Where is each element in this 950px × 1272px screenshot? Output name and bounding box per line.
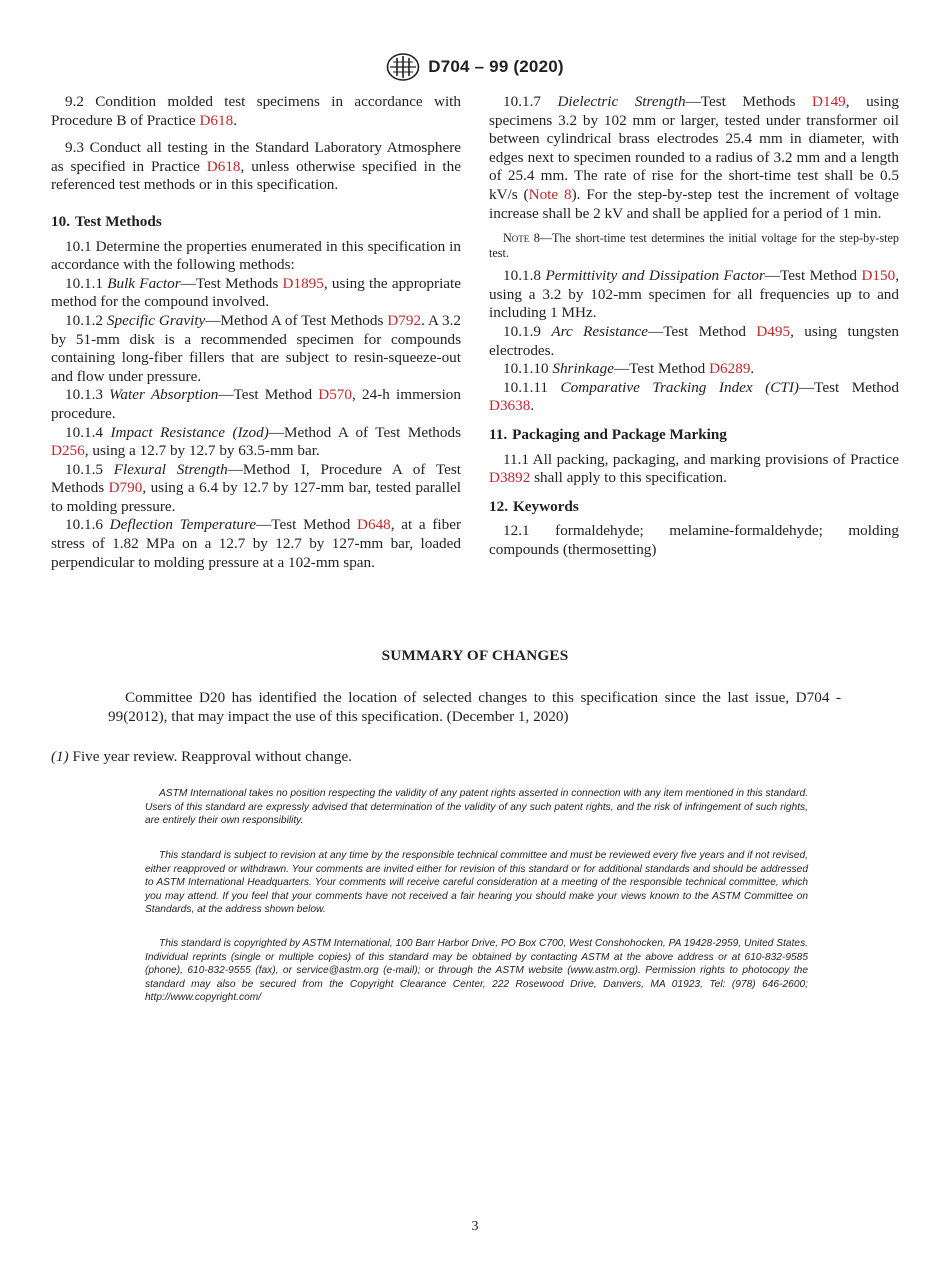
para-tail: , 24-h immersion procedure. (51, 386, 461, 422)
para-tail: , at a fiber stress of 1.82 MPa on a 12.7 by 12.7 by 127-mm bar, loaded perpendicular to molding pressure at a 102-mm span. (51, 516, 461, 571)
para-term: Dielectric Strength (557, 93, 686, 110)
note-text: 8—The short-time test determines the initial voltage for the step-by-step test. (489, 231, 899, 261)
section-10-1-1 (51, 275, 461, 312)
para-number: 10.1.9 (503, 322, 552, 340)
para-text: , using specimens 3.2 by 102 mm or larger, tested under transformer oil between cylindrical brass electrodes 25.4 mm in diameter, with edges next to specimen rounded to a radius of 3.2 mm and a length of 25.4 mm. The rate of rise for the short-time test shall be 0.5 kV/s ( (489, 93, 899, 203)
section-12-1: 12.1 formaldehyde; melamine-formaldehyde; molding compounds (thermosetting) (489, 522, 899, 558)
ref-link-d256[interactable]: D256 (51, 442, 85, 460)
ref-link-d495[interactable]: D495 (756, 322, 791, 340)
ref-link-d6289[interactable]: D6289 (709, 360, 751, 378)
note-label: Note (503, 231, 530, 246)
page-number: 3 (471, 1219, 479, 1234)
summary-title: SUMMARY OF CHANGES (381, 647, 569, 664)
standard-designation: D704 – 99 (2020) (428, 57, 564, 76)
para-text: —Method A of Test Methods (205, 311, 388, 329)
para-term: Comparative Tracking Index (CTI) (560, 378, 799, 396)
para-tail: , unless otherwise specified in the referenced test methods or in this specification. (51, 157, 461, 194)
ref-link-d1895[interactable]: D1895 (282, 274, 324, 292)
ref-link-d3892[interactable]: D3892 (489, 469, 531, 487)
section-10-1: 10.1 Determine the properties enumerated in this specification in accordance with the following methods: (51, 237, 461, 274)
para-number: 10.1.7 (503, 93, 558, 110)
para-term: Water Absorption (109, 386, 219, 404)
ref-link-d792[interactable]: D792 (387, 311, 422, 329)
para-text: 11.1 All packing, packaging, and marking provisions of Practice (503, 450, 899, 468)
heading-title: Test Methods (74, 212, 162, 230)
para-tail: , using the appropriate method for the compound involved. (51, 274, 461, 311)
para-number: 10.1.3 (65, 386, 110, 404)
para-term: Bulk Factor (107, 274, 181, 292)
section-9-3 (51, 139, 461, 195)
section-11-1 (489, 451, 899, 488)
para-number: 10.1.5 (65, 460, 114, 478)
para-tail: , using a 3.2 by 102-mm specimen for all frequencies up to and including 1 MHz. (489, 267, 899, 322)
para-term: Permittivity and Dissipation Factor (545, 267, 765, 285)
para-tail: . (233, 111, 237, 129)
summary-text: Committee D20 has identified the location of selected changes to this specification since the last issue, D704 - 99(2012), that may impact the use of this specification. (December 1, 2020) (108, 689, 841, 725)
section-10-1-3 (51, 386, 461, 423)
change-item (51, 747, 901, 766)
para-text: —Test Method (648, 322, 757, 340)
para-tail: . A 3.2 by 51-mm disk is a recommended specimen for compounds containing long-fiber fillers that are subject to resin-squeeze-out and flow under pressure. (51, 311, 462, 385)
ref-link-d3638[interactable]: D3638 (489, 397, 531, 415)
para-tail: shall apply to this specification. (530, 469, 727, 487)
para-term: Deflection Temperature (109, 516, 257, 534)
heading-number: 12. (489, 497, 508, 515)
section-10-1-9 (489, 323, 899, 360)
para-number: 10.1.10 (503, 360, 553, 378)
heading-number: 11. (489, 425, 508, 443)
heading-title: Packaging and Package Marking (512, 425, 727, 443)
para-term: Shrinkage (552, 360, 614, 378)
para-number: 10.1.4 (65, 423, 111, 441)
para-text: —Test Method (613, 360, 710, 378)
ref-link-d790[interactable]: D790 (108, 479, 143, 497)
para-term: Flexural Strength (113, 460, 228, 478)
para-tail: , using a 12.7 by 12.7 by 63.5-mm bar. (84, 442, 320, 460)
para-text: —Test Methods (180, 274, 283, 292)
para-term: Arc Resistance (551, 322, 649, 340)
para-tail: ). For the step-by-step test the increment of voltage increase shall be 2 kV and shall be applied for a period of 1 min. (489, 185, 899, 222)
disclaimer-revision: This standard is subject to revision at any time by the responsible technical committee and must be reviewed every five years and if not revised, either reapproved or withdrawn. Your comments are invited either for revision of this standard or for additional standards and should be addressed to ASTM International Headquarters. Your comments will receive careful consideration at a meeting of the responsible technical committee, which you may attend. If you feel that your comments have not received a fair hearing you should make your views known to the ASTM Committee on Standards, at the address shown below. (145, 850, 808, 916)
para-tail: , using tungsten electrodes. (489, 322, 899, 359)
heading-packaging (489, 426, 899, 445)
para-text: —Test Method (798, 378, 899, 396)
section-10-1-7 (489, 93, 899, 223)
para-number: 10.1.8 (503, 267, 546, 285)
section-10-1-10 (489, 360, 899, 379)
para-number: 10.1.1 (65, 274, 108, 292)
section-10-1-5 (51, 461, 461, 517)
page-header (0, 52, 950, 82)
heading-number: 10. (51, 212, 70, 230)
para-tail: , using a 6.4 by 12.7 by 127-mm bar, tested parallel to molding pressure. (51, 479, 462, 515)
ref-link-d149[interactable]: D149 (812, 93, 846, 110)
ref-link-d150[interactable]: D150 (861, 267, 896, 285)
astm-logo-icon (386, 52, 420, 82)
note-8 (489, 231, 899, 261)
ref-link-d618[interactable]: D618 (206, 157, 241, 175)
disclaimer-copyright: This standard is copyrighted by ASTM International, 100 Barr Harbor Drive, PO Box C700, West Conshohocken, PA 19428-2959, United States. Individual reprints (single or multiple copies) of this standard may be obtained by contacting ASTM at the above address or at 610-832-9585 (phone), 610-832-9555 (fax), or service@astm.org (e-mail); or through the ASTM website (www.astm.org). Permission rights to photocopy the standard may also be secured from the Copyright Clearance Center, 222 Rosewood Drive, Danvers, MA 01923, Tel: (978) 646-2600; http://www.copyright.com/ (145, 938, 808, 1004)
ref-link-d570[interactable]: D570 (318, 386, 352, 404)
para-text: —Test Method (256, 516, 358, 534)
heading-keywords (489, 498, 899, 517)
left-column (51, 93, 461, 572)
para-number: 10.1.6 (65, 516, 110, 534)
heading-test-methods (51, 213, 461, 232)
ref-link-d618[interactable]: D618 (199, 111, 234, 129)
para-text: —Method A of Test Methods (268, 423, 461, 441)
para-text: —Test Methods (685, 93, 813, 110)
para-text: 9.3 Conduct all testing in the Standard Laboratory Atmosphere as specified in Practice (51, 139, 461, 175)
para-term: Impact Resistance (Izod) (110, 423, 269, 441)
para-number: 10.1.2 (65, 311, 107, 329)
para-text: —Method I, Procedure A of Test Methods (51, 460, 462, 497)
para-text: —Test Method (218, 386, 319, 404)
ref-link-note-8[interactable]: Note 8 (528, 185, 572, 203)
para-text: —Test Method (764, 267, 862, 285)
section-10-1-11 (489, 379, 899, 416)
section-9-2 (51, 93, 461, 130)
section-10-1-8 (489, 267, 899, 323)
para-text: 9.2 Condition molded test specimens in accordance with Procedure B of Practice (51, 93, 461, 129)
section-10-1-4 (51, 424, 461, 461)
para-tail: . (750, 360, 755, 378)
para-number: 10.1.11 (503, 378, 561, 396)
right-column (489, 93, 899, 559)
disclaimer-patent: ASTM International takes no position respecting the validity of any patent rights asserted in connection with any item mentioned in this standard. Users of this standard are expressly advised that determination of the validity of any such patent rights, and the risk of infringement of such rights, are entirely their own responsibility. (145, 788, 808, 827)
section-10-1-2 (51, 312, 461, 386)
section-10-1-6 (51, 516, 461, 572)
heading-title: Keywords (512, 497, 579, 515)
para-tail: . (530, 397, 535, 415)
change-item-text: Five year review. Reapproval without change. (68, 748, 352, 765)
para-term: Specific Gravity (106, 311, 206, 329)
change-item-number: (1) (51, 748, 69, 765)
ref-link-d648[interactable]: D648 (357, 516, 391, 534)
